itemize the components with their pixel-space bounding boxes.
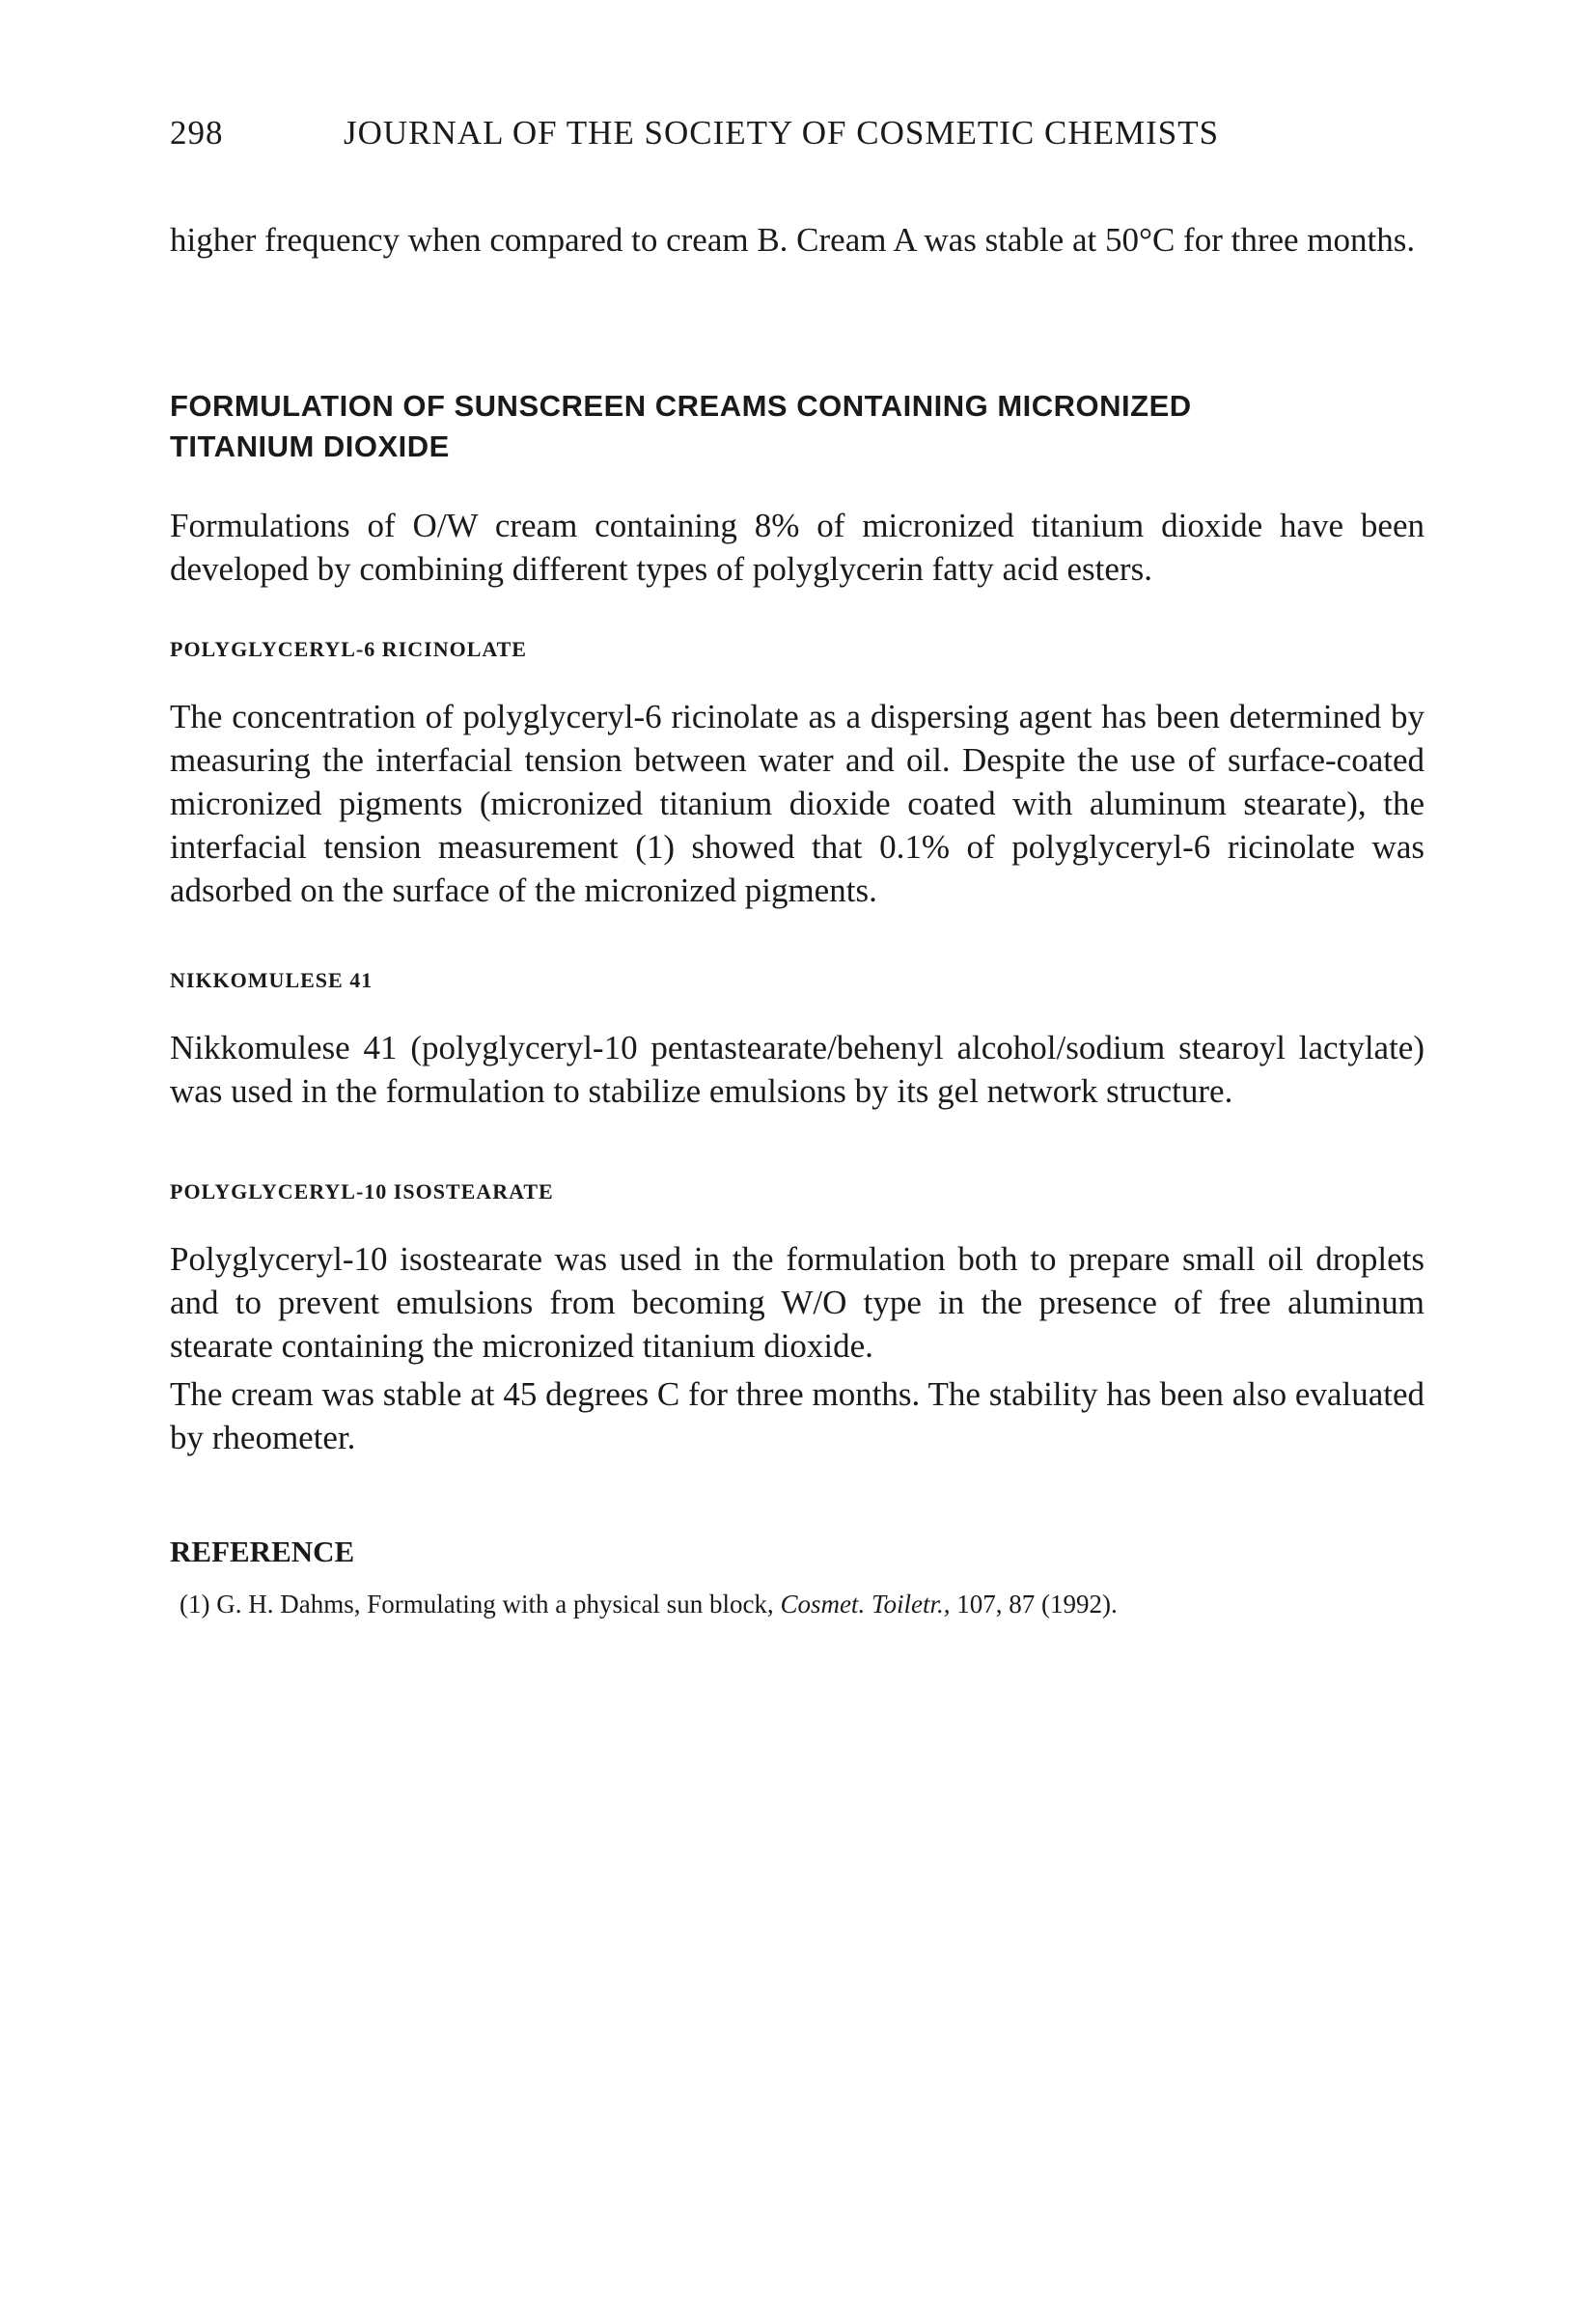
subsection-heading: POLYGLYCERYL-10 ISOSTEARATE <box>170 1179 554 1204</box>
intro-block <box>170 218 1425 262</box>
page-number: 298 <box>170 114 224 152</box>
reference-details: 107, 87 (1992). <box>950 1590 1118 1618</box>
reference-text: (1) G. H. Dahms, Formulating with a physical sun block, <box>180 1590 781 1618</box>
subsection-paragraph: The concentration of polyglyceryl-6 ricinolate as a dispersing agent has been determined by measuring the interfacial tension between water and oil. Despite the use of surface-coated micronized pigments (micronized titanium dioxide coated with aluminum stearate), the interfacial tension measurement (1) showed that 0.1% of polyglyceryl-6 ricinolate was adsorbed on the surface of the micronized pigments. <box>170 698 1425 909</box>
section-formulation <box>170 386 1425 591</box>
subsection-nikkomulese <box>170 968 1425 1113</box>
subsection-paragraph-2: The cream was stable at 45 degrees C for three months. The stability has been also evaluated by rheometer. <box>170 1375 1425 1456</box>
subsection-heading: POLYGLYCERYL-6 RICINOLATE <box>170 637 527 661</box>
subsection-polyglyceryl-6 <box>170 637 1425 912</box>
references-heading: REFERENCE <box>170 1535 355 1568</box>
subsection-paragraph: Polyglyceryl-10 isostearate was used in the formulation both to prepare small oil droplets and to prevent emulsions from becoming W/O type in the presence of free aluminum stearate containing the micronized titanium dioxide. <box>170 1240 1425 1365</box>
section-paragraph: Formulations of O/W cream containing 8% of micronized titanium dioxide have been developed by combining different types of polyglycerin fatty acid esters. <box>170 507 1425 588</box>
references <box>170 1535 1425 1621</box>
reference-item <box>170 1587 1425 1621</box>
reference-journal: Cosmet. Toiletr., <box>780 1590 951 1618</box>
running-head <box>170 114 1425 152</box>
subsection-polyglyceryl-10 <box>170 1179 1425 1459</box>
intro-paragraph: higher frequency when compared to cream B. Cream A was stable at 50°C for three months. <box>170 221 1416 259</box>
subsection-heading: NIKKOMULESE 41 <box>170 968 374 992</box>
journal-title: JOURNAL OF THE SOCIETY OF COSMETIC CHEMISTS <box>344 114 1220 152</box>
section-heading: FORMULATION OF SUNSCREEN CREAMS CONTAINING MICRONIZED TITANIUM DIOXIDE <box>170 389 1192 463</box>
subsection-paragraph: Nikkomulese 41 (polyglyceryl-10 pentastearate/behenyl alcohol/sodium stearoyl lactylate) was used in the formulation to stabilize emulsions by its gel network structure. <box>170 1029 1425 1110</box>
